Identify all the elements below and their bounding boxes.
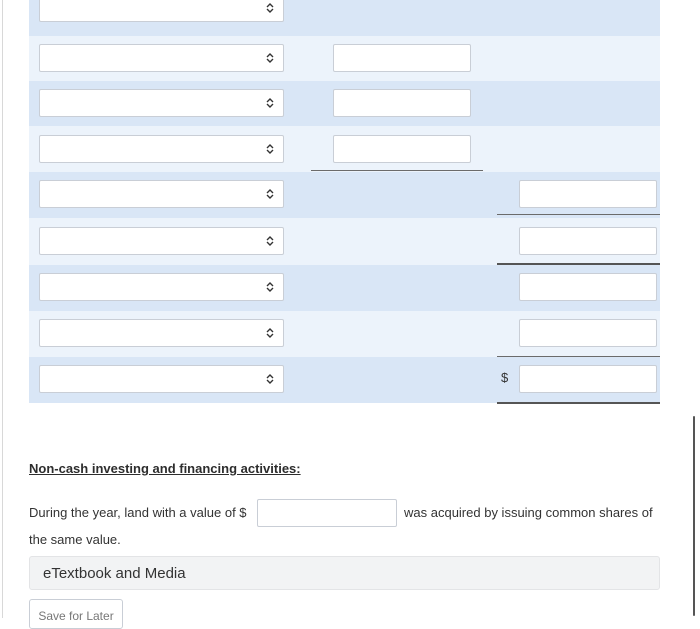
table-row [29,218,660,265]
frame-border [2,0,3,618]
amount-input[interactable] [333,135,471,163]
noncash-sentence-start: During the year, land with a value of $ [29,505,247,520]
chevron-updown-icon [266,373,274,385]
account-select[interactable] [39,365,284,393]
scrollbar[interactable] [693,416,695,616]
noncash-sentence-middle: was acquired by issuing common shares of [404,505,653,520]
table-row [29,36,660,81]
amount-input[interactable] [333,89,471,117]
table-row [29,172,660,218]
amount-input[interactable] [519,273,657,301]
save-for-later-button[interactable] [29,599,123,629]
total-double-underline [497,402,660,404]
chevron-updown-icon [266,143,274,155]
amount-input[interactable] [519,227,657,255]
amount-input[interactable] [519,180,657,208]
noncash-section-title: Non-cash investing and financing activities: [29,461,301,476]
table-row [29,265,660,311]
etextbook-media-label: eTextbook and Media [43,565,186,582]
account-select[interactable] [39,0,284,22]
total-amount-input[interactable] [519,365,657,393]
account-select[interactable] [39,135,284,163]
chevron-updown-icon [266,97,274,109]
subtotal-underline [497,214,660,215]
save-for-later-label: Save for Later [38,609,114,623]
noncash-sentence-end: the same value. [29,532,121,547]
table-row [29,311,660,357]
account-select[interactable] [39,273,284,301]
table-row [29,81,660,126]
amount-input[interactable] [519,319,657,347]
chevron-updown-icon [266,2,274,14]
chevron-updown-icon [266,281,274,293]
currency-symbol: $ [501,370,509,385]
subtotal-underline [311,170,483,171]
account-select[interactable] [39,44,284,72]
table-row [29,357,660,403]
table-row [29,0,660,36]
account-select[interactable] [39,227,284,255]
account-select[interactable] [39,89,284,117]
land-value-input[interactable] [257,499,397,527]
chevron-updown-icon [266,327,274,339]
table-row [29,126,660,172]
chevron-updown-icon [266,188,274,200]
account-select[interactable] [39,180,284,208]
account-select[interactable] [39,319,284,347]
chevron-updown-icon [266,52,274,64]
etextbook-media-link[interactable] [29,556,660,590]
amount-input[interactable] [333,44,471,72]
chevron-updown-icon [266,235,274,247]
cash-flow-table [29,0,660,403]
